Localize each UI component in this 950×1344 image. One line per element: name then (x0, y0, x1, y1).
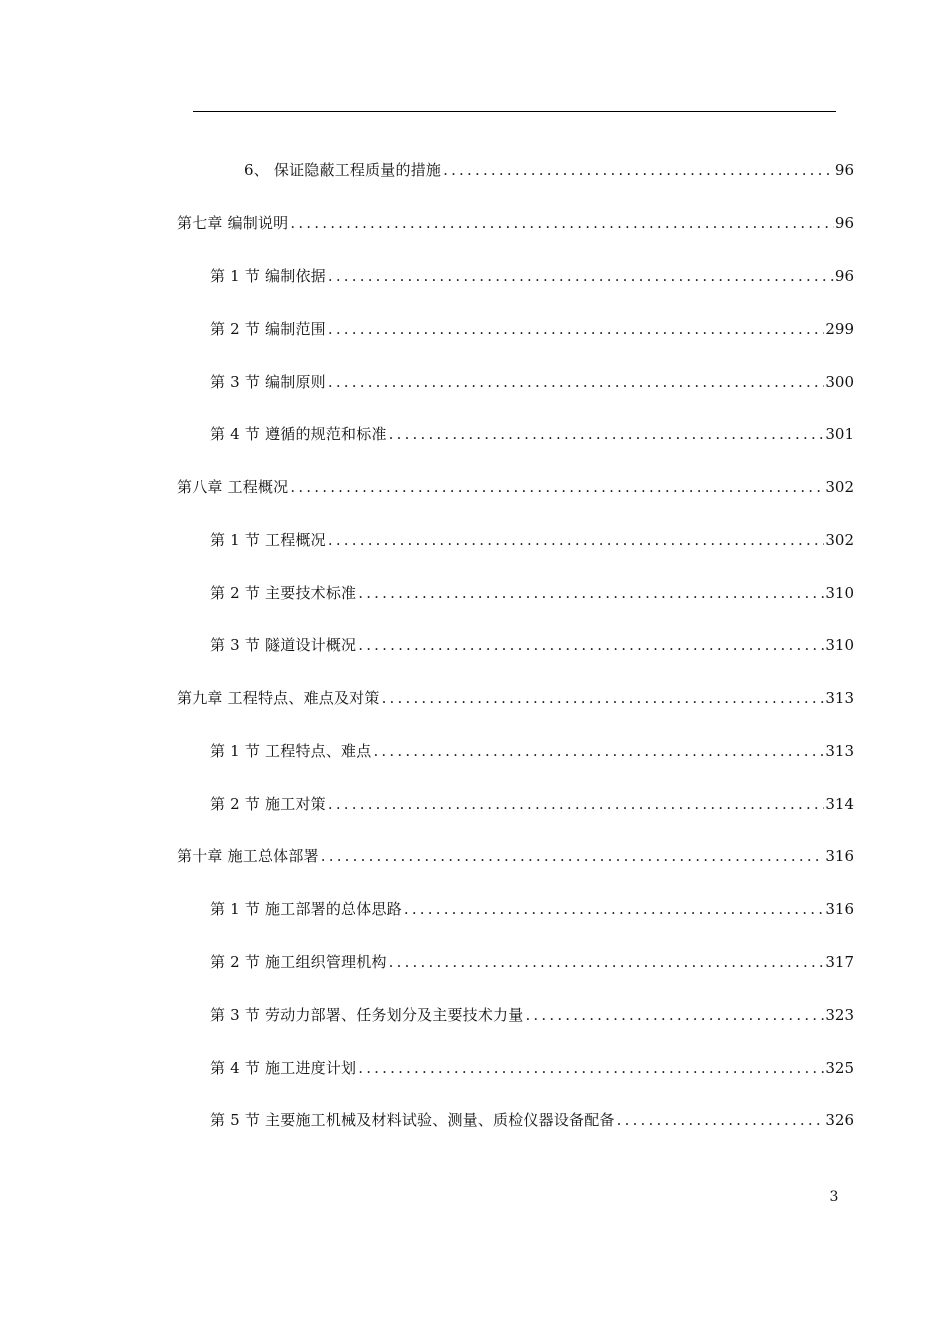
toc-entry-title: 第 2 节 主要技术标准 (210, 584, 357, 602)
toc-entry-title: 第 2 节 施工对策 (210, 795, 326, 813)
toc-entry-page: 326 (825, 1111, 854, 1129)
toc-entry-page: 316 (825, 900, 854, 918)
toc-entry[interactable] (210, 1108, 854, 1132)
toc-dot-leader (326, 317, 825, 341)
toc-entry-title: 第 3 节 编制原则 (210, 373, 326, 391)
toc-entry[interactable] (210, 739, 854, 763)
toc-entry[interactable] (210, 1056, 854, 1080)
toc-entry-title: 第 1 节 工程特点、难点 (210, 742, 372, 760)
toc-entry-title: 第 2 节 编制范围 (210, 320, 326, 338)
toc-entry[interactable] (177, 475, 854, 499)
toc-entry-page: 314 (825, 795, 854, 813)
toc-entry-page: 316 (825, 847, 854, 865)
toc-entry[interactable] (177, 211, 854, 235)
toc-dot-leader (356, 1056, 824, 1080)
toc-entry-page: 96 (834, 161, 854, 179)
toc-dot-leader (288, 211, 834, 235)
toc-entry[interactable] (177, 686, 854, 710)
toc-entry[interactable] (210, 370, 854, 394)
toc-entry-title: 第八章 工程概况 (177, 478, 289, 496)
toc-entry-title: 第 2 节 施工组织管理机构 (210, 953, 387, 971)
toc-dot-leader (615, 1108, 825, 1132)
toc-entry-title: 第 3 节 劳动力部署、任务划分及主要技术力量 (210, 1006, 524, 1024)
toc-entry[interactable] (210, 897, 854, 921)
toc-entry-page: 313 (825, 742, 854, 760)
toc-dot-leader (387, 950, 825, 974)
toc-entry[interactable] (210, 264, 854, 288)
toc-dot-leader (326, 264, 834, 288)
toc-dot-leader (387, 422, 825, 446)
toc-entry-page: 313 (825, 689, 854, 707)
toc-entry[interactable] (210, 581, 854, 605)
toc-entry-title: 第九章 工程特点、难点及对策 (177, 689, 380, 707)
toc-dot-leader (356, 633, 824, 657)
toc-entry-page: 96 (834, 214, 854, 232)
toc-entry-page: 323 (825, 1006, 854, 1024)
toc-dot-leader (371, 739, 824, 763)
toc-entry-title: 第七章 编制说明 (177, 214, 289, 232)
toc-entry[interactable] (210, 633, 854, 657)
toc-dot-leader (356, 581, 824, 605)
toc-entry-title: 6、 保证隐蔽工程质量的措施 (244, 161, 442, 179)
toc-entry-title: 第 5 节 主要施工机械及材料试验、测量、质检仪器设备配备 (210, 1111, 615, 1129)
toc-dot-leader (523, 1003, 824, 1027)
toc-dot-leader (380, 686, 825, 710)
toc-dot-leader (288, 475, 824, 499)
toc-entry-page: 300 (825, 373, 854, 391)
toc-entry-title: 第十章 施工总体部署 (177, 847, 319, 865)
toc-entry[interactable] (210, 792, 854, 816)
toc-entry-page: 310 (825, 636, 854, 654)
toc-dot-leader (326, 792, 825, 816)
toc-entry[interactable] (177, 844, 854, 868)
toc-entry-title: 第 4 节 施工进度计划 (210, 1059, 357, 1077)
toc-entry-page: 325 (825, 1059, 854, 1077)
page-number: 3 (829, 1189, 839, 1205)
toc-entry[interactable] (210, 317, 854, 341)
toc-entry-title: 第 1 节 工程概况 (210, 531, 326, 549)
toc-dot-leader (326, 370, 825, 394)
toc-entry-page: 96 (834, 267, 854, 285)
toc-entry-title: 第 3 节 隧道设计概况 (210, 636, 357, 654)
toc-dot-leader (441, 158, 834, 182)
toc-dot-leader (402, 897, 825, 921)
toc-entry-page: 302 (825, 478, 854, 496)
toc-entry[interactable] (210, 528, 854, 552)
toc-entry-page: 302 (825, 531, 854, 549)
toc-entry-page: 310 (825, 584, 854, 602)
toc-entry-title: 第 4 节 遵循的规范和标准 (210, 425, 387, 443)
toc-entry-page: 299 (825, 320, 854, 338)
toc-entry[interactable] (244, 158, 854, 182)
toc-entry[interactable] (210, 1003, 854, 1027)
toc-entry[interactable] (210, 950, 854, 974)
toc-entry-title: 第 1 节 编制依据 (210, 267, 326, 285)
toc-dot-leader (319, 844, 825, 868)
toc-entry[interactable] (210, 422, 854, 446)
toc-entry-page: 317 (825, 953, 854, 971)
toc-dot-leader (326, 528, 825, 552)
toc-entry-title: 第 1 节 施工部署的总体思路 (210, 900, 402, 918)
toc-entry-page: 301 (825, 425, 854, 443)
